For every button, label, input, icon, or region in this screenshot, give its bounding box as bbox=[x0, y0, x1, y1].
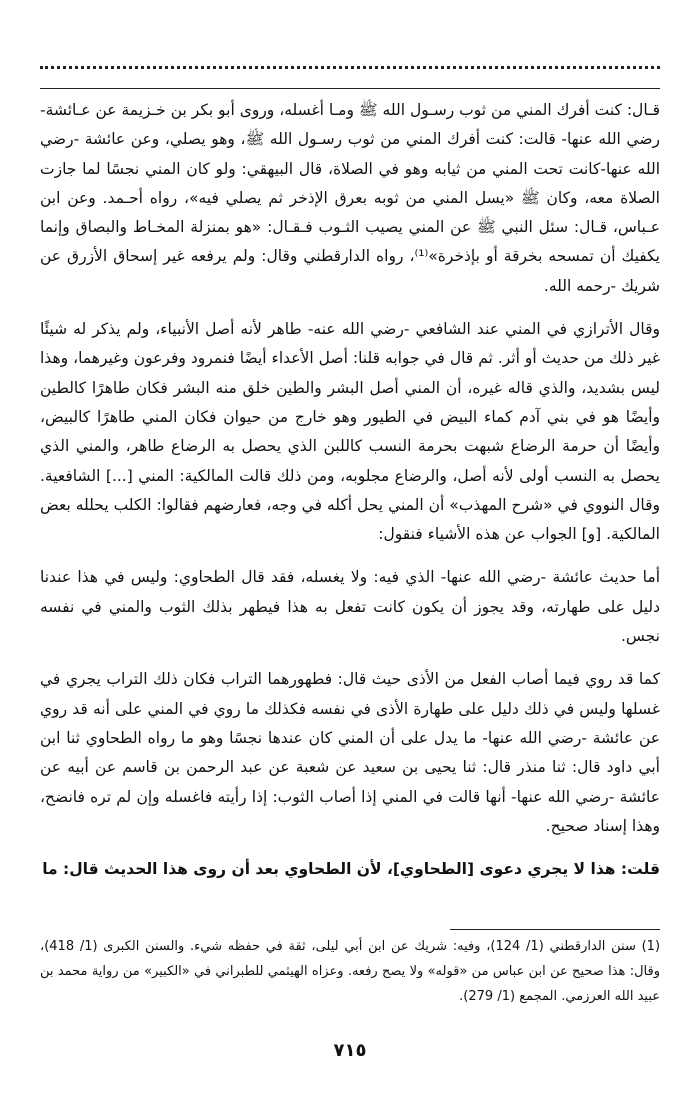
footnotes bbox=[40, 934, 660, 1009]
top-rule bbox=[40, 88, 660, 89]
footnote: (1) سنن الدارقطني (1/ 124)، وفيه: شريك عن ابن أبي ليلى، ثقة في حفظه شيء. والسنن الكبرى (1/ 418)، وقال: هذا صحيح عن ابن عباس من «قوله» ولا يصح رفعه. وعزاه الهيثمي للطبراني في «الكبير» من رواية محمد بن عبيد الله العرزمي. المجمع (1/ 279). bbox=[40, 939, 661, 1004]
book-page bbox=[40, 0, 660, 1094]
footnote-rule bbox=[450, 929, 660, 930]
paragraph: قـال: كنت أفرك المني من ثوب رسـول الله ﷺ ومـا أغسله، وروى أبو بكر بن خـزيمة عن عـائشة-رضي الله عنها- قالت: كنت أفرك المني من ثوب رسـول الله ﷺ، وهو يصلي، وعن عائشة -رضي الله عنها-كانت تحت المني من ثيابه وهو في الصلاة، قال البيهقي: ولو كان المني نجسًا لما جازت الصلاة معه، وكان ﷺ «يسل المني من ثوبه بعرق الإذخر ثم يصلي فيه»، رواه أحـمد. وعن ابن عـباس، قـال: سئل النبي ﷺ عن المني يصيب الثـوب فـقـال: «هو بمنزلة المخـاط والبصاق وإنما يكفيك أن تمسحه بخرقة أو بإذخرة»⁽¹⁾، رواه الدارقطني وقال: ولم يرفعه غير إسحاق الأزرق عن شريك -رحمه الله. bbox=[40, 101, 660, 295]
paragraph: كما قد روي فيما أصاب الفعل من الأذى حيث قال: فطهورهما التراب فكان ذلك التراب يجري في غسلها وليس في ذلك دليل على طهارة الأذى في نفسه فكذلك ما روي في المني على أنه قد روي عن عائشة -رضي الله عنها- ما يدل على أن المني كان عندها نجسًا وهو ما رواه الطحاوي ثنا ابن أبي داود قال: ثنا منذر قال: ثنا يحيى بن سعيد عن شعبة عن عبد الرحمن بن قاسم عن أبيه عن عائشة -رضي الله عنها- أنها قالت في المني إذا أصاب الثوب: إذا رأيته فاغسله وإن لم تره فانضح، وهذا إسناد صحيح. bbox=[40, 670, 660, 835]
page-number: ٧١٥ bbox=[333, 1040, 367, 1061]
paragraph: أما حديث عائشة -رضي الله عنها- الذي فيه: ولا يغسله، فقد قال الطحاوي: وليس في هذا عندنا دليل على طهارته، وقد يجوز أن يكون كانت تفعل به هذا فيطهر بذلك الثوب والمني في نفسه نجس. bbox=[40, 568, 660, 646]
dotted-separator bbox=[40, 58, 660, 69]
paragraph: قلت: هذا لا يجري دعوى [الطحاوي]، لأن الطحاوي بعد أن روى هذا الحديث قال: ما bbox=[42, 860, 660, 879]
main-text bbox=[40, 96, 660, 898]
paragraph: وقال الأترازي في المني عند الشافعي -رضي الله عنه- طاهر لأنه أصل الأنبياء، ولم يذكر له شيئًا غير ذلك من حديث أو أثر. ثم قال في جوابه قلنا: أصل الأعداء أيضًا فنمرود وفرعون وغيرهما، وهذا ليس بشديد، والذي قاله غيره، أن المني أصل البشر والطين خلق منه البشر فكان طاهرًا كالطين وأيضًا هو في بني آدم كماء البيض في الطيور وهو خارج من حيوان فكان المني طاهرًا كالبيض، وأيضًا أن حرمة الرضاع شبهت بحرمة النسب كاللبن الذي يحصل به الرضاع طاهر، والمني الذي يحصل به النسب أولى لأنه أصل، والرضاع مجلوبه، ومن ذلك قالت المالكية: المني [...] الشافعية. وقال النووي في «شرح المهذب» أن المني يحل أكله في وجه، فعارضهم فقالوا: الكلب يحلله بعض المالكية. [و] الجواب عن هذه الأشياء فنقول: bbox=[40, 320, 660, 544]
